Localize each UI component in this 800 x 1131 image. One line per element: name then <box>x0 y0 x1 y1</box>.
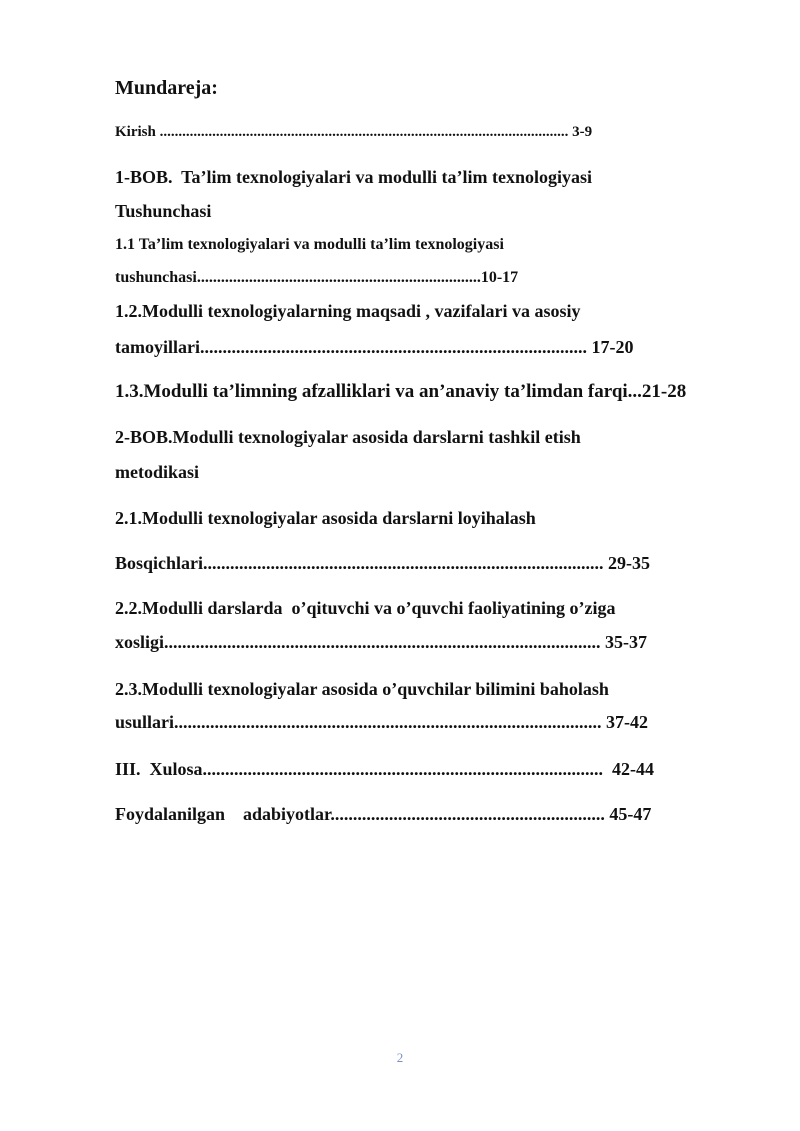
toc-entry-2-2-line-1: 2.2.Modulli darslarda o’qituvchi va o’quvchi faoliyatining o’ziga <box>115 598 616 618</box>
toc-entry-chapter-1-line-1: 1-BOB. Ta’lim texnologiyalari va modulli ta’lim texnologiyasi <box>115 167 593 187</box>
toc-entry-2-2-line-2: xosligi................................................................................................. 35-37 <box>115 632 648 652</box>
toc-entry-chapter-1-line-2: Tushunchasi <box>115 201 212 221</box>
toc-entry-2-3-line-1: 2.3.Modulli texnologiyalar asosida o’quvchilar bilimini baholash <box>115 679 609 699</box>
toc-title: Mundareja: <box>115 77 218 99</box>
toc-entry-chapter-2-line-2: metodikasi <box>115 462 200 482</box>
toc-entry-chapter-2-line-1: 2-BOB.Modulli texnologiyalar asosida darslarni tashkil etish <box>115 427 581 447</box>
toc-entry-2-1-line-2: Bosqichlari......................................................................................... 29-35 <box>115 553 651 573</box>
toc-entry-kirish: Kirish ............................................................................................................. 3-9 <box>115 124 593 140</box>
toc-entry-references: Foydalanilgan adabiyotlar............................................................. 45-47 <box>115 804 652 824</box>
toc-entry-conclusion: III. Xulosa......................................................................................... 42-44 <box>115 759 655 779</box>
toc-entry-1-1-line-2: tushunchasi.......................................................................10-17 <box>115 269 519 286</box>
toc-entry-1-1-line-1: 1.1 Ta’lim texnologiyalari va modulli ta’lim texnologiyasi <box>115 236 504 253</box>
toc-entry-2-1-line-1: 2.1.Modulli texnologiyalar asosida darslarni loyihalash <box>115 508 536 528</box>
toc-entry-1-2-line-1: 1.2.Modulli texnologiyalarning maqsadi , vazifalari va asosiy <box>115 301 581 321</box>
toc-entry-1-3: 1.3.Modulli ta’limning afzalliklari va an’anaviy ta’limdan farqi...21-28 <box>115 381 687 402</box>
page-number: 2 <box>396 1050 404 1065</box>
toc-entry-1-2-line-2: tamoyillari...................................................................................... 17-20 <box>115 337 634 357</box>
toc-entry-2-3-line-2: usullari............................................................................................... 37-42 <box>115 712 649 732</box>
